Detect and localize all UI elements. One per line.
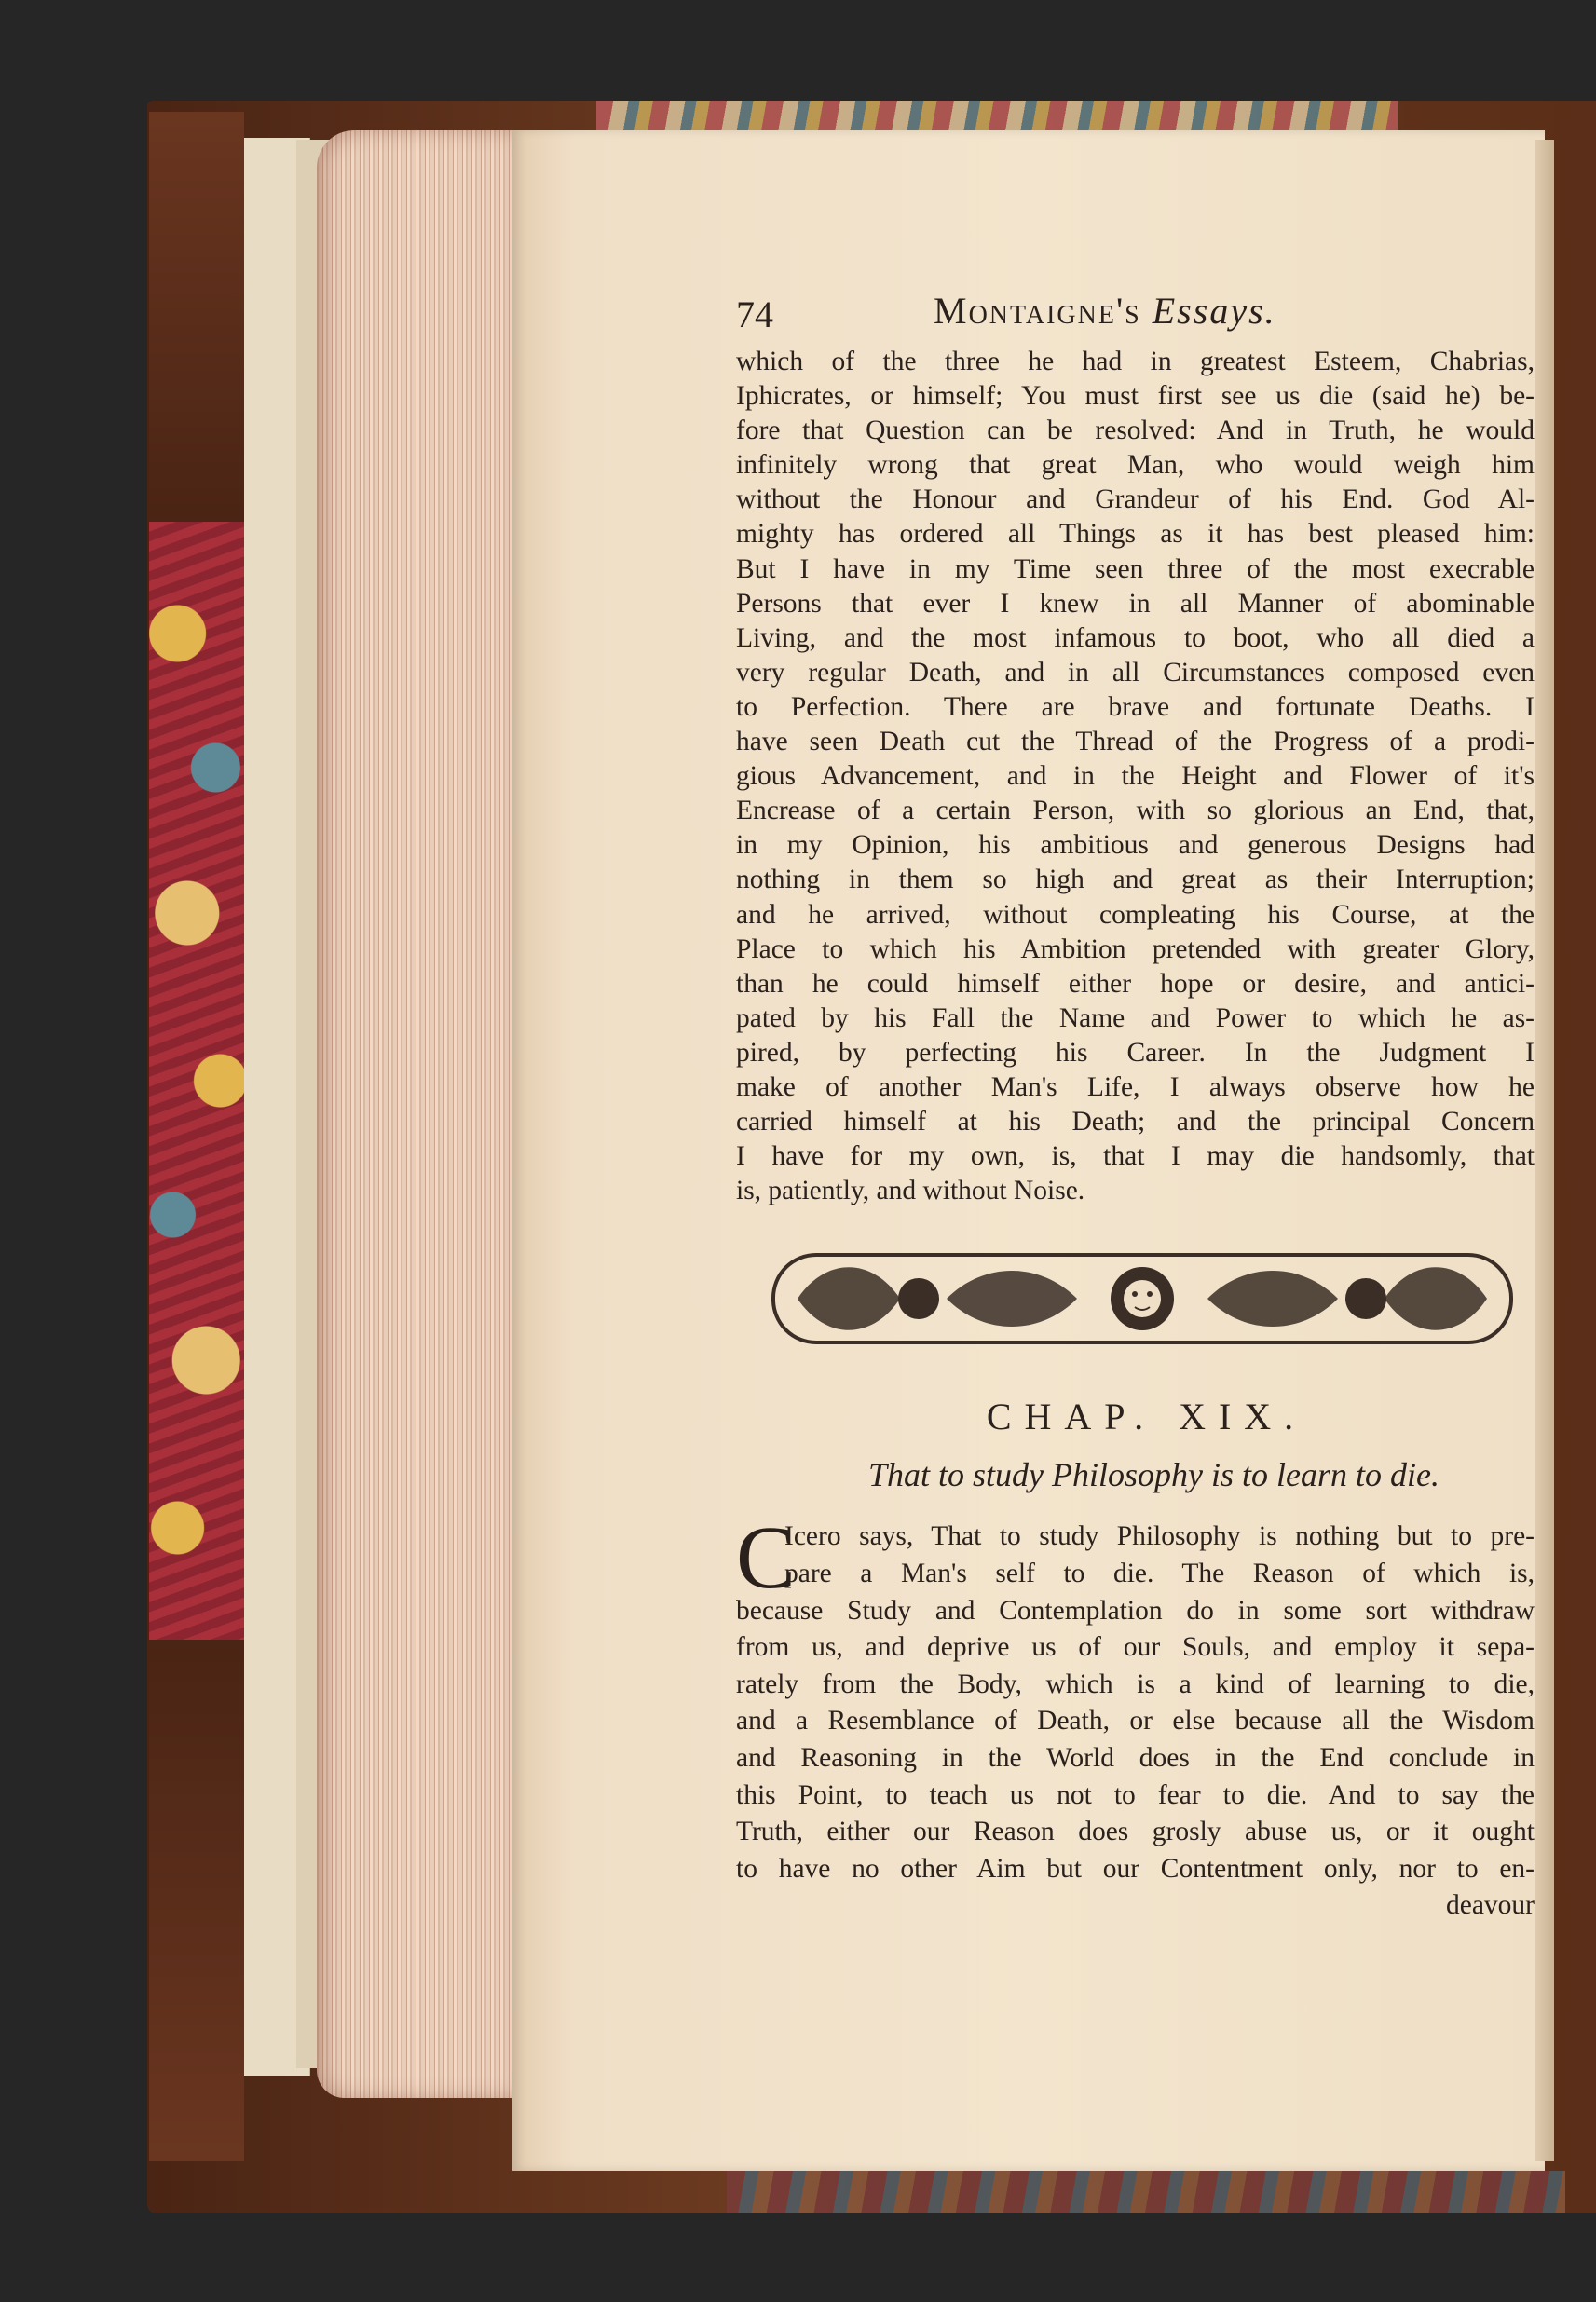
text-line: and Reasoning in the World does in the End conclude in — [736, 1742, 1535, 1773]
text-line: and a Resemblance of Death, or else because all the Wisdom — [736, 1706, 1535, 1737]
text-line: Truth, either our Reason does grosly abuse us, or it ought — [736, 1817, 1535, 1847]
text-line: mighty has ordered all Things as it has best pleased him: — [736, 519, 1535, 550]
text-line: than he could himself either hope or desire, and antici- — [736, 968, 1535, 999]
running-head — [736, 287, 1535, 345]
text-line: carried himself at his Death; and the principal Concern — [736, 1107, 1535, 1137]
text-line: pare a Man's self to die. The Reason of which is, — [784, 1558, 1535, 1588]
text-line: pated by his Fall the Name and Power to which he as- — [736, 1002, 1535, 1033]
drop-cap: C — [736, 1507, 797, 1608]
text-line: Persons that ever I knew in all Manner of abominable — [736, 588, 1535, 619]
text-line: Encrease of a certain Person, with so glorious an End, that, — [736, 796, 1535, 826]
text-line: But I have in my Time seen three of the most execrable — [736, 553, 1535, 584]
text-line: pired, by perfecting his Career. In the Judgment I — [736, 1037, 1535, 1068]
chapter-title: That to study Philosophy is to learn to die. — [868, 1456, 1439, 1494]
text-line: and he arrived, without compleating his Course, at the — [736, 899, 1535, 930]
text-line: from us, and deprive us of our Souls, and employ it sepa- — [736, 1632, 1535, 1663]
marbled-board — [149, 522, 244, 1640]
leather-corner-bottom — [149, 1640, 244, 2161]
chapter-heading: CHAP. XIX. — [986, 1396, 1307, 1438]
text-line: have seen Death cut the Thread of the Progress of a prodi- — [736, 727, 1535, 757]
leather-corner-top — [149, 112, 244, 522]
text-line: Icero says, That to study Philosophy is nothing but to pre- — [784, 1521, 1535, 1552]
text-line: gious Advancement, and in the Height and Flower of it's — [736, 761, 1535, 792]
ornament-headpiece — [770, 1247, 1515, 1350]
text-line: to have no other Aim but our Contentment only, nor to en- — [736, 1853, 1535, 1884]
text-line: which of the three he had in greatest Esteem, Chabrias, — [736, 347, 1535, 376]
paragraph-2 — [736, 1507, 1535, 1925]
cover-marbled-edge-bottom — [727, 2171, 1565, 2213]
text-line: Place to which his Ambition pretended with greater Glory, — [736, 933, 1535, 964]
text-line: this Point, to teach us not to fear to die. And to say the — [736, 1779, 1535, 1810]
text-line: I have for my own, is, that I may die handsomly, that — [736, 1141, 1535, 1172]
text-line: make of another Man's Life, I always observe how he — [736, 1071, 1535, 1102]
page-number: 74 — [736, 293, 773, 335]
text-line: infinitely wrong that great Man, who would weigh him — [736, 450, 1535, 481]
text-line: without the Honour and Grandeur of his End. God Al- — [736, 484, 1535, 515]
text-line: is, patiently, and without Noise. — [736, 1176, 1085, 1206]
text-line: fore that Question can be resolved: And in Truth, he would — [736, 415, 1535, 446]
text-line: nothing in them so high and great as their Interruption; — [736, 865, 1535, 895]
page-gutter-edge — [1535, 140, 1554, 2161]
paragraph-1 — [736, 345, 1535, 1208]
page-block-edges — [317, 130, 512, 2098]
text-line: very regular Death, and in all Circumstances composed even — [736, 657, 1535, 688]
text-line: rately from the Body, which is a kind of learning to die, — [736, 1669, 1535, 1699]
text-line: Living, and the most infamous to boot, who all died a — [736, 622, 1535, 653]
text-line: in my Opinion, his ambitious and generous Designs had — [736, 830, 1535, 861]
text-line: Iphicrates, or himself; You must first see us die (said he) be- — [736, 381, 1535, 412]
catchword: deavour — [1445, 1890, 1535, 1921]
text-line: to Perfection. There are brave and fortunate Deaths. I — [736, 691, 1535, 722]
running-title: Montaigne's Essays. — [934, 290, 1276, 332]
text-line: because Study and Contemplation do in some sort withdraw — [736, 1595, 1535, 1626]
page-text — [736, 287, 1535, 1925]
